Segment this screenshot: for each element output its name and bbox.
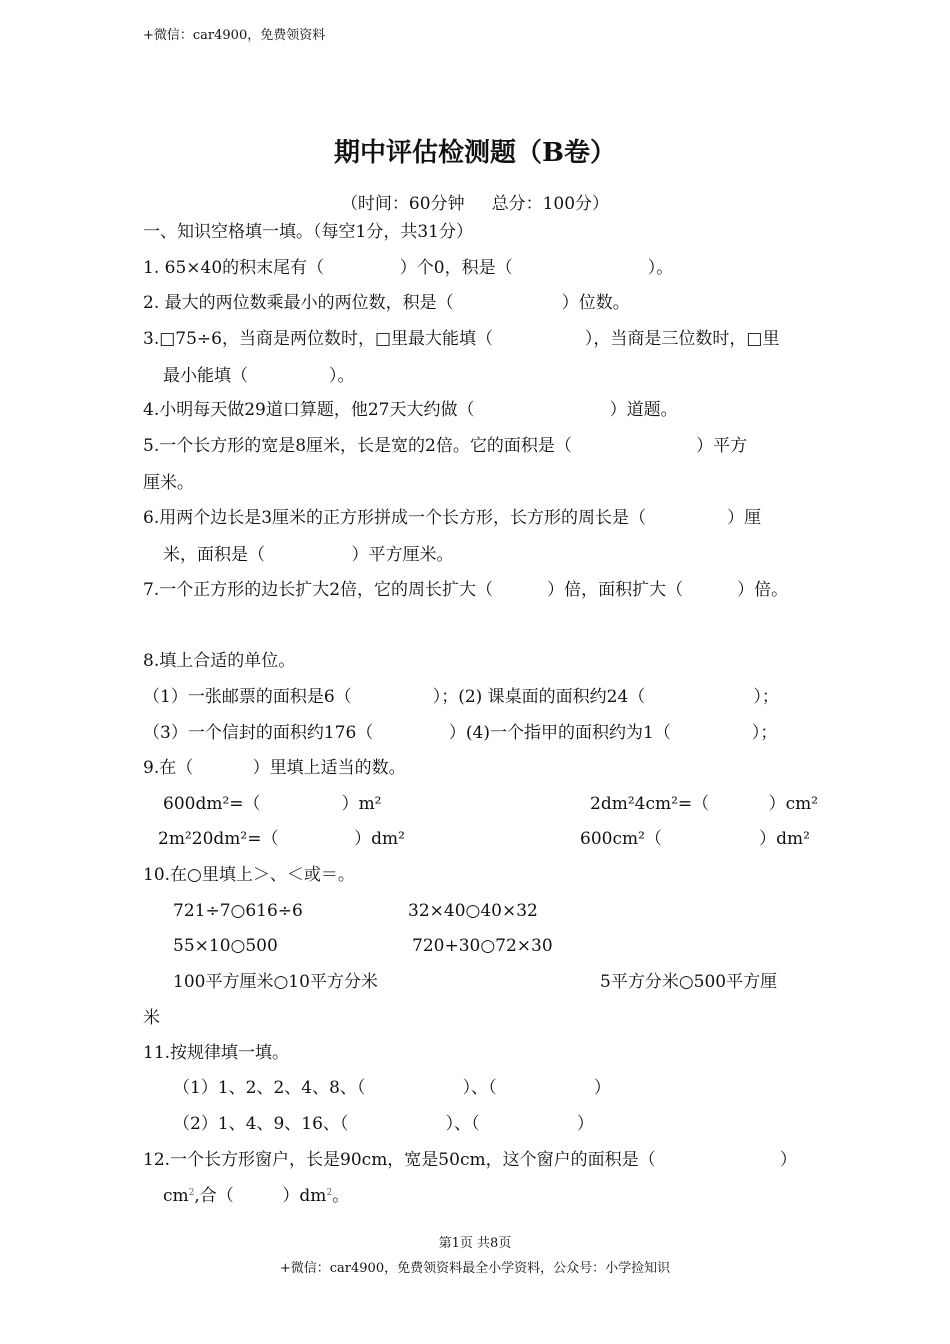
question-3-line1: 3.□75÷6，当商是两位数时，□里最大能填（ ），当商是三位数时，□里 [143,329,780,349]
question-11-row2: （2）1、4、9、16、（ ）、（ ） [173,1114,594,1134]
question-12-line1: 12.一个长方形窗户，长是90cm，宽是50cm，这个窗户的面积是（ ） [143,1150,797,1170]
question-10-item-c: 55×10○500 [173,936,278,956]
question-10-item-d: 720+30○72×30 [412,936,553,956]
question-10-item-b: 32×40○40×32 [408,901,538,921]
question-11-row1: （1）1、2、2、4、8、（ ）、（ ） [173,1078,611,1098]
q12-end: 。 [332,1186,350,1206]
question-9-item-d: 600cm²（ ）dm² [580,829,810,849]
question-2: 2. 最大的两位数乘最小的两位数，积是（ ）位数。 [143,293,630,313]
question-7: 7.一个正方形的边长扩大2倍，它的周长扩大（ ）倍，面积扩大（ ）倍。 [143,580,789,600]
question-6-line2: 米，面积是（ ）平方厘米。 [163,545,454,565]
question-1: 1. 65×40的积末尾有（ ）个0，积是（ ）。 [143,258,674,278]
question-9-item-c: 2m²20dm²=（ ）dm² [158,829,405,849]
question-8: 8.填上合适的单位。 [143,651,296,671]
question-5-line1: 5.一个长方形的宽是8厘米，长是宽的2倍。它的面积是（ ）平方 [143,436,748,456]
page-header: +微信：car4900，免费领资料 [143,28,326,43]
question-4: 4.小明每天做29道口算题，他27天大约做（ ）道题。 [143,400,678,420]
question-12-line2 [163,1188,349,1205]
page-title: 期中评估检测题（B卷） [334,138,616,168]
question-11: 11.按规律填一填。 [143,1043,290,1063]
question-10-item-f-wrap: 米 [143,1008,160,1028]
q12-unit-cm: cm [163,1186,189,1206]
question-5-line2: 厘米。 [143,473,194,493]
question-8-row1: （1）一张邮票的面积是6（ ）；(2) 课桌面的面积约24（ ）； [143,687,779,707]
question-3-line2: 最小能填（ ）。 [163,366,355,386]
question-10-item-e: 100平方厘米○10平方分米 [173,972,378,992]
q12-superscript-1: 2 [188,1188,195,1198]
question-6-line1: 6.用两个边长是3厘米的正方形拼成一个长方形，长方形的周长是（ ）厘 [143,508,762,528]
page-number: 第1页 共8页 [438,1236,512,1251]
exam-info: （时间：60分钟 总分：100分） [340,194,610,214]
question-10-item-a: 721÷7○616÷6 [173,901,303,921]
question-9-item-a: 600dm²=（ ）m² [163,794,382,814]
q12-superscript-2: 2 [326,1188,333,1198]
section-heading: 一、知识空格填一填。（每空1分，共31分） [143,222,473,242]
question-8-row2: （3）一个信封的面积约176（ ）(4)一个指甲的面积约为1（ ）； [143,723,778,743]
question-10: 10.在○里填上＞、＜或＝。 [143,865,355,885]
question-10-item-f: 5平方分米○500平方厘 [600,972,778,992]
q12-middle: ,合（ ）dm [194,1186,327,1206]
question-9: 9.在（ ）里填上适当的数。 [143,758,406,778]
question-9-item-b: 2dm²4cm²=（ ）cm² [590,794,819,814]
page-footer: +微信：car4900，免费领资料最全小学资料，公众号：小学捡知识 [279,1261,671,1276]
